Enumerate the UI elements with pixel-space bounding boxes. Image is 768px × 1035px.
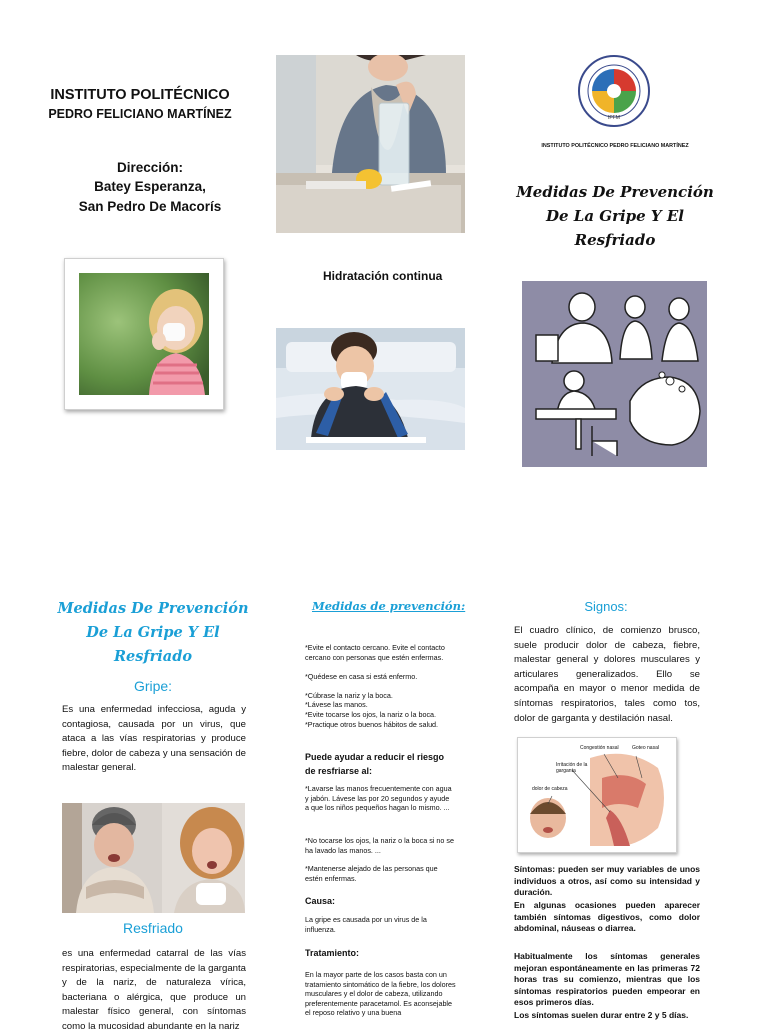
girl-sneezing-photo-frame bbox=[64, 258, 224, 410]
sintomas-text: Síntomas: pueden ser muy variables de unos individuos a otros, así como su intensidad y duración. bbox=[514, 864, 700, 897]
institute-name-line1: INSTITUTO POLITÉCNICO bbox=[50, 87, 230, 103]
institute-name-line2: PEDRO FELICIANO MARTÍNEZ bbox=[48, 107, 232, 121]
prevention-p4: *Lavarse las manos frecuentemente con agua y jabón. Lávese las por 20 segundos y ayude a que los niños pequeños hagan lo mismo. ... bbox=[305, 784, 452, 813]
address-heading: Dirección: bbox=[116, 160, 184, 175]
cover-title-line1: Medidas De Prevención bbox=[516, 183, 714, 201]
address-line2: San Pedro De Macorís bbox=[78, 199, 222, 214]
prevention-p3c: *Evite tocarse los ojos, la nariz o la boca. bbox=[305, 710, 437, 719]
prevention-illustration bbox=[522, 281, 707, 467]
duracion-text: Los síntomas suelen durar entre 2 y 5 días. bbox=[514, 1010, 689, 1020]
ocasiones-text: En algunas ocasiones pueden aparecer también síntomas digestivos, como dolor abdominal, náuseas o diarrea. bbox=[514, 900, 700, 933]
logo-abbrev: IPFM bbox=[608, 115, 620, 121]
hydration-caption: Hidratación continua bbox=[323, 269, 443, 283]
tratamiento-text: En la mayor parte de los casos basta con un tratamiento sintomático de la fiebre, los dolores musculares y el dolor de cabeza, utilizando preferentemente paracetamol. Es aconsejable el reposo relativo y una buena bbox=[305, 970, 456, 1018]
tratamiento-heading: Tratamiento: bbox=[305, 948, 360, 958]
prevention-p6: *Mantenerse alejado de las personas que estén enfermas. bbox=[305, 864, 438, 883]
cover-title-line3: Resfriado bbox=[574, 231, 656, 249]
woman-sick-photo bbox=[276, 55, 465, 233]
prevention-p3b: *Lávese las manos. bbox=[305, 700, 368, 709]
diagram-label-dolor: dolor de cabeza bbox=[532, 786, 568, 792]
col1-title-line1: Medidas De Prevención bbox=[57, 600, 249, 617]
col1-title-line2: De La Gripe Y El bbox=[86, 624, 220, 641]
girl-sneezing-photo bbox=[79, 273, 209, 395]
prevention-p5: *No tocarse los ojos, la nariz o la boca si no se ha lavado las manos. ... bbox=[305, 836, 455, 855]
cold-symptoms-diagram bbox=[517, 737, 677, 853]
institute-logo bbox=[578, 55, 650, 127]
resfriado-heading: Resfriado bbox=[123, 920, 183, 936]
diagram-label-irritacion: Irritación de la garganta bbox=[556, 762, 588, 774]
address-line1: Batey Esperanza, bbox=[94, 179, 206, 194]
prevention-p1: *Evite el contacto cercano. Evite el contacto cercano con personas que estén enfermas. bbox=[305, 643, 445, 662]
institute-name-small: INSTITUTO POLITÉCNICO PEDRO FELICIANO MARTÍNEZ bbox=[541, 143, 689, 149]
gripe-definition: Es una enfermedad infecciosa, aguda y contagiosa, causada por un virus, que ataca a las vías respiratorias y produce fiebre, dolor de cabeza y una sensación de malestar general. bbox=[62, 704, 246, 774]
reduce-risk-heading: Puede ayudar a reducir el riesgo de resfriarse al: bbox=[305, 752, 445, 776]
col1-title-line3: Resfriado bbox=[113, 648, 193, 665]
causa-text: La gripe es causada por un virus de la influenza. bbox=[305, 915, 427, 934]
prevention-p3d: *Practique otros buenos hábitos de salud. bbox=[305, 720, 439, 729]
gripe-heading: Gripe: bbox=[133, 678, 173, 694]
diagram-label-goteo: Goteo nasal bbox=[632, 745, 659, 751]
cover-title-line2: De La Gripe Y El bbox=[546, 207, 684, 225]
diagram-label-congestion: Congestión nasal bbox=[580, 745, 619, 751]
causa-heading: Causa: bbox=[305, 896, 336, 906]
prevention-p2: *Quédese en casa si está enfermo. bbox=[305, 672, 418, 681]
resfriado-definition: es una enfermedad catarral de las vías respiratorias, especialmente de la garganta y de la nariz, de naturaleza vírica, bacteriana o alérgica, que produce un malestar físico general, con síntomas como la mucosidad abundante en la nariz bbox=[62, 948, 246, 1032]
boy-sneezing-photo bbox=[276, 328, 465, 450]
signos-heading: Signos: bbox=[584, 599, 628, 614]
sick-couple-photo bbox=[62, 803, 245, 913]
signos-text: El cuadro clínico, de comienzo brusco, suele producir dolor de cabeza, fiebre, malestar general y dolores musculares y articulares generalizados. Ello se acompaña en mayor o menor medida de síntomas respiratorios, tales como tos, dolor de garganta y destilación nasal. bbox=[514, 625, 700, 724]
habitual-text: Habitualmente los síntomas generales mejoran espontáneamente en las primeras 72 horas tras su comienzo, mientras que los síntomas respiratorios pueden empeorar en esos primeros días. bbox=[514, 951, 700, 1007]
prevention-heading: Medidas de prevención: bbox=[312, 599, 466, 613]
prevention-p3a: *Cúbrase la nariz y la boca. bbox=[305, 691, 393, 700]
